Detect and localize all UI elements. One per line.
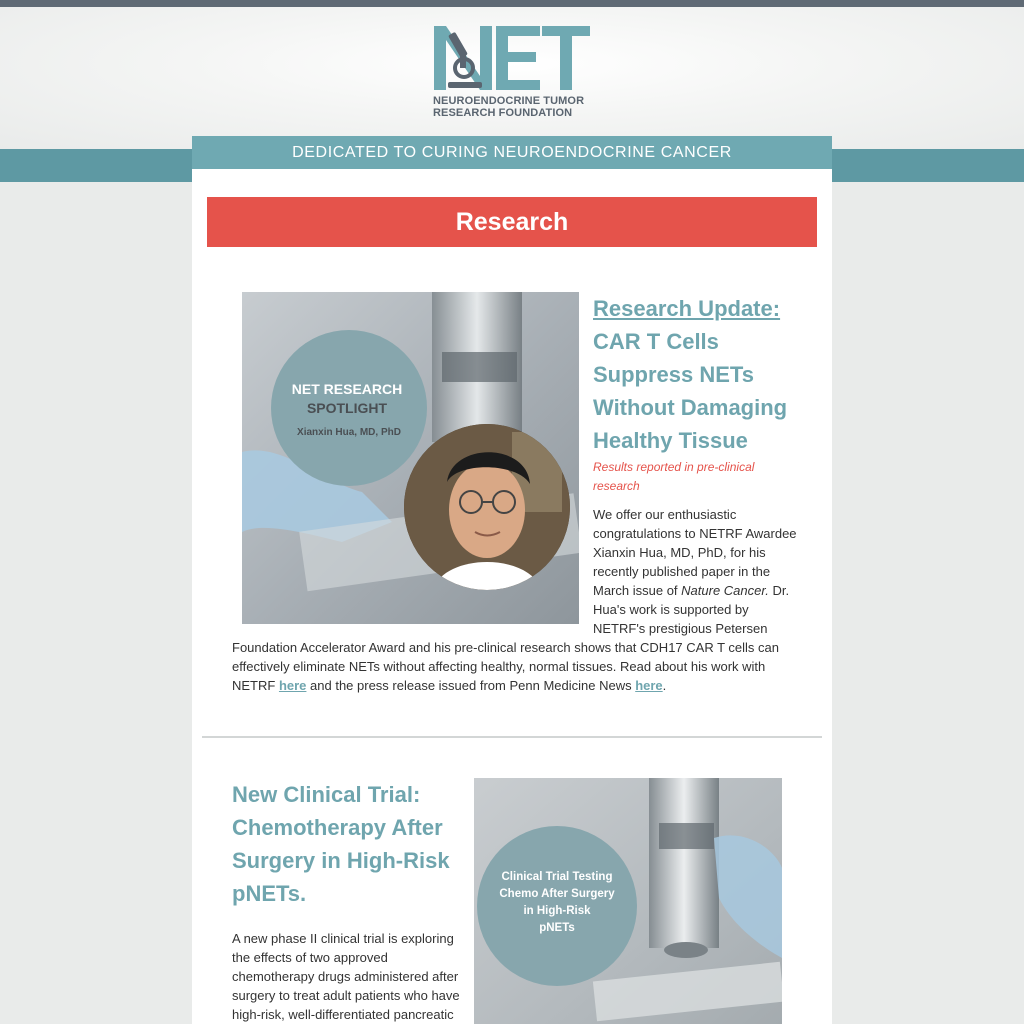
badge-name: Xianxin Hua, MD, PhD bbox=[297, 427, 401, 438]
article2-title[interactable]: New Clinical Trial: Chemotherapy After Surgery in High-Risk pNETs. bbox=[232, 782, 450, 906]
article2-body: A new phase II clinical trial is exploring the effects of two approved chemotherapy drugs administered after surgery to treat adult patients who have high-risk, well-differentiated pancreatic bbox=[232, 931, 460, 1022]
logo-tagline bbox=[433, 95, 593, 119]
research-spotlight-image[interactable] bbox=[242, 292, 579, 624]
newsletter-body bbox=[192, 136, 832, 1024]
top-bar bbox=[0, 0, 1024, 7]
journal-name: Nature Cancer. bbox=[681, 583, 769, 598]
article1-body-end: . bbox=[662, 678, 667, 693]
logo-letter-e bbox=[496, 26, 540, 90]
logo-letter-t bbox=[542, 26, 590, 90]
logo-tagline-line1: NEUROENDOCRINE TUMOR bbox=[433, 95, 585, 107]
article1-subtitle: Results reported in pre-clinical research bbox=[593, 460, 755, 493]
article1-body-part3: Foundation Accelerator Award and his pre-clinical research shows that CDH17 CAR T cells can effectively eliminate NETs without affecting healthy, normal tissues. Read about his work with NETRF bbox=[232, 640, 779, 693]
article1-body-bottom bbox=[232, 638, 802, 695]
tagline-bar: DEDICATED TO CURING NEUROENDOCRINE CANCER bbox=[192, 136, 832, 169]
section-divider bbox=[202, 736, 822, 738]
penn-here-link[interactable]: here bbox=[635, 678, 663, 693]
section-banner-research: Research bbox=[207, 197, 817, 247]
trial-badge-line4: pNETs bbox=[539, 922, 575, 934]
article1-body-part2: Dr. Hua's work is supported by NETRF's prestigious Petersen bbox=[593, 583, 790, 636]
clinical-trial-image[interactable] bbox=[474, 778, 782, 1024]
article1-body-part1: We offer our enthusiastic congratulations to NETRF Awardee Xianxin Hua, MD, PhD, for his recently published paper in the March issue of bbox=[593, 507, 797, 598]
article1-title-rest: CAR T Cells Suppress NETs Without Damaging Healthy Tissue bbox=[593, 329, 788, 453]
trial-badge-line1: Clinical Trial Testing bbox=[501, 871, 613, 883]
article1-title[interactable] bbox=[593, 292, 808, 457]
netrf-here-link[interactable]: here bbox=[278, 678, 307, 693]
article1-title-link[interactable]: Research Update: bbox=[593, 296, 781, 321]
article1-body-top bbox=[593, 505, 798, 638]
article1-body-part4: and the press release issued from Penn Medicine News bbox=[306, 678, 636, 693]
trial-badge-line2: Chemo After Surgery bbox=[499, 888, 615, 900]
badge-line1: NET RESEARCH bbox=[291, 381, 403, 397]
trial-badge-line3: in High-Risk bbox=[523, 905, 591, 917]
logo-tagline-line2: RESEARCH FOUNDATION bbox=[433, 107, 573, 119]
badge-line2: SPOTLIGHT bbox=[306, 400, 388, 416]
